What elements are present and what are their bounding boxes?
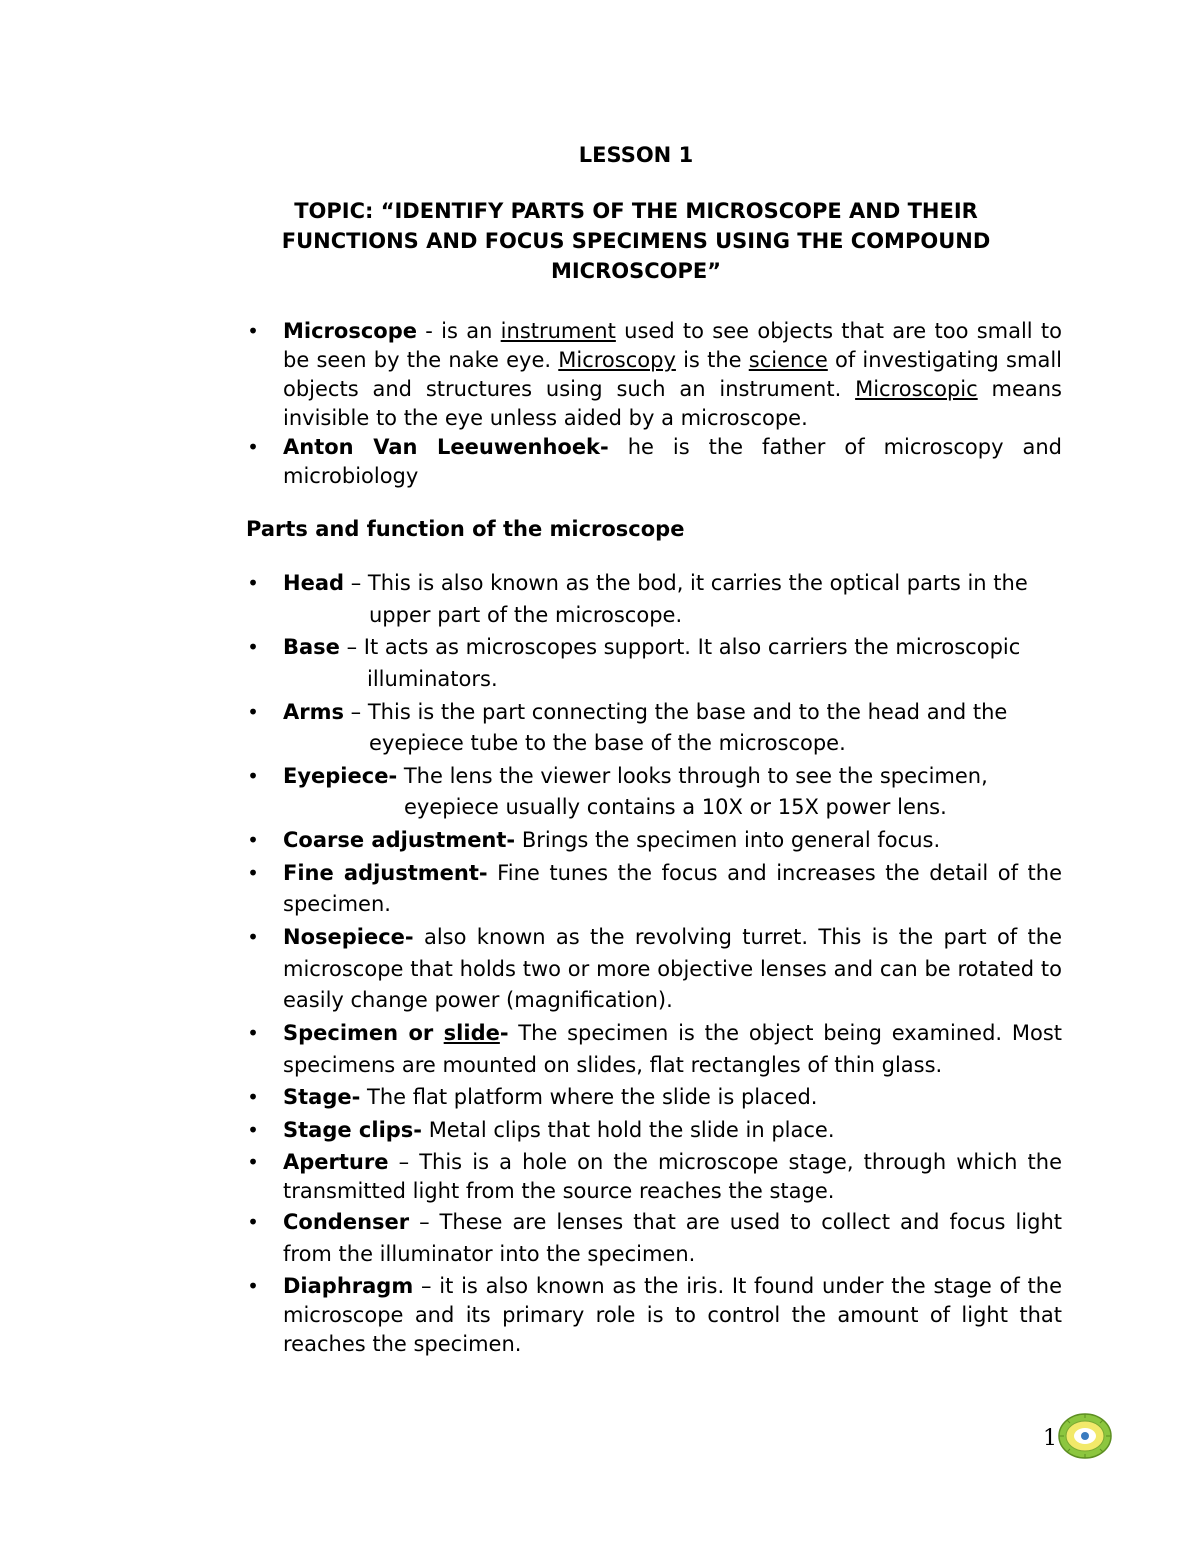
term-base: Base — [283, 635, 340, 660]
list-item-stage-clips — [246, 1115, 1062, 1147]
list-item-condenser — [246, 1207, 1062, 1270]
list-item-coarse-adjustment — [246, 825, 1062, 857]
definition-text: means invisible to the eye unless aided by a microscope. — [283, 377, 1062, 430]
list-item-aperture — [246, 1148, 1062, 1206]
definition-text: also known as the revolving turret. This is the part of the microscope that holds two or more objective lenses and can be rotated to easily change power (magnification). — [283, 925, 1062, 1013]
bullet-icon: • — [247, 1273, 259, 1298]
definition-text: – This is a hole on the microscope stage, through which the transmitted light from the source reaches the stage. — [283, 1149, 1062, 1203]
definition-text: of investigating small objects and structures using such an instrument. — [283, 348, 1062, 401]
lesson-title: LESSON 1 — [578, 143, 694, 167]
definition-text: – These are lenses that are used to collect and focus light from the illuminator into the specimen. — [283, 1210, 1062, 1266]
bullet-icon: • — [247, 635, 259, 660]
term-coarse-adjustment: Coarse adjustment- — [283, 828, 516, 853]
definition-text: – it is also known as the iris. It found under the stage of the microscope and its primary role is to control the amount of light that reaches the specimen. — [283, 1273, 1062, 1356]
bullet-icon: • — [247, 571, 259, 595]
term-slide: slide — [443, 1021, 500, 1046]
bullet-icon: • — [247, 763, 259, 788]
list-item-fine-adjustment — [246, 858, 1062, 921]
list-item-microscope — [246, 317, 1062, 433]
topic-line: FUNCTIONS AND FOCUS SPECIMENS USING THE COMPOUND — [281, 229, 991, 253]
section-heading: Parts and function of the microscope — [246, 517, 685, 541]
list-item-specimen — [246, 1018, 1062, 1081]
term-leeuwenhoek: Anton Van Leeuwenhoek- — [283, 435, 609, 459]
definition-continuation: upper part of the microscope. — [369, 602, 683, 627]
term-microscope: Microscope — [283, 319, 417, 343]
bullet-icon: • — [247, 699, 259, 724]
bullet-icon: • — [247, 860, 259, 885]
definition-text: - is an — [416, 319, 501, 343]
list-item-eyepiece — [246, 761, 1062, 824]
bullet-icon: • — [247, 828, 259, 853]
list-item-diaphragm — [246, 1272, 1062, 1359]
parts-list — [246, 568, 1062, 1360]
definition-continuation: illuminators. — [367, 666, 498, 691]
definition-text: he is the father of microscopy and microbiology — [283, 435, 1062, 488]
list-item-head — [246, 568, 1062, 631]
definition-text: Fine tunes the focus and increases the detail of the specimen. — [283, 860, 1062, 917]
definition-text: – This is the part connecting the base and to the head and the — [344, 699, 1008, 724]
intro-list — [246, 317, 1062, 491]
term-stage-clips: Stage clips- — [283, 1118, 423, 1143]
bullet-icon: • — [247, 925, 259, 950]
term-eyepiece: Eyepiece- — [283, 763, 398, 788]
list-item-leeuwenhoek — [246, 433, 1062, 491]
term-fine-adjustment: Fine adjustment- — [283, 860, 488, 885]
bullet-icon: • — [247, 1085, 259, 1110]
definition-text: is the — [675, 348, 749, 372]
underlined-word: instrument — [500, 319, 616, 343]
definition-text: The specimen is the object being examined. Most specimens are mounted on slides, flat rectangles of thin glass. — [283, 1021, 1062, 1077]
term-head: Head — [283, 571, 345, 595]
list-item-base — [246, 632, 1062, 695]
term-nosepiece: Nosepiece- — [283, 925, 414, 950]
bullet-icon: • — [247, 1118, 259, 1143]
underlined-word: science — [748, 348, 828, 372]
list-item-nosepiece — [246, 922, 1062, 1017]
definition-text: The lens the viewer looks through to see the specimen, — [397, 763, 988, 788]
bullet-icon: • — [247, 319, 259, 343]
definition-continuation: eyepiece tube to the base of the microscope. — [369, 731, 846, 756]
topic-line: MICROSCOPE” — [550, 259, 722, 283]
term-separator: - — [499, 1021, 509, 1046]
definition-text: – This is also known as the bod, it carries the optical parts in the — [344, 571, 1028, 595]
definition-text: Metal clips that hold the slide in place. — [422, 1118, 835, 1143]
definition-continuation: eyepiece usually contains a 10X or 15X power lens. — [404, 795, 947, 820]
school-seal-icon — [1058, 1413, 1112, 1459]
definition-text: The flat platform where the slide is placed. — [360, 1085, 818, 1110]
term-diaphragm: Diaphragm — [283, 1273, 414, 1298]
bullet-icon: • — [247, 1021, 259, 1046]
topic-heading — [246, 196, 1026, 286]
term-condenser: Condenser — [283, 1210, 410, 1235]
page-number: 1 — [1043, 1426, 1057, 1451]
definition-text: used to see objects that are too small to be seen by the nake eye. — [283, 319, 1063, 372]
bullet-icon: • — [247, 1149, 259, 1174]
bullet-icon: • — [247, 1210, 259, 1235]
definition-text: Brings the specimen into general focus. — [515, 828, 941, 853]
bullet-icon: • — [247, 435, 259, 459]
list-item-stage — [246, 1082, 1062, 1114]
term-arms: Arms — [283, 699, 344, 724]
list-item-arms — [246, 697, 1062, 760]
topic-line: TOPIC: “IDENTIFY PARTS OF THE MICROSCOPE AND THEIR — [294, 199, 978, 223]
term-specimen: Specimen or — [283, 1021, 444, 1046]
underlined-word: Microscopy — [558, 348, 676, 372]
term-aperture: Aperture — [283, 1149, 389, 1174]
term-stage: Stage- — [283, 1085, 361, 1110]
definition-text: – It acts as microscopes support. It also carriers the microscopic — [339, 635, 1021, 660]
underlined-word: Microscopic — [855, 377, 978, 401]
